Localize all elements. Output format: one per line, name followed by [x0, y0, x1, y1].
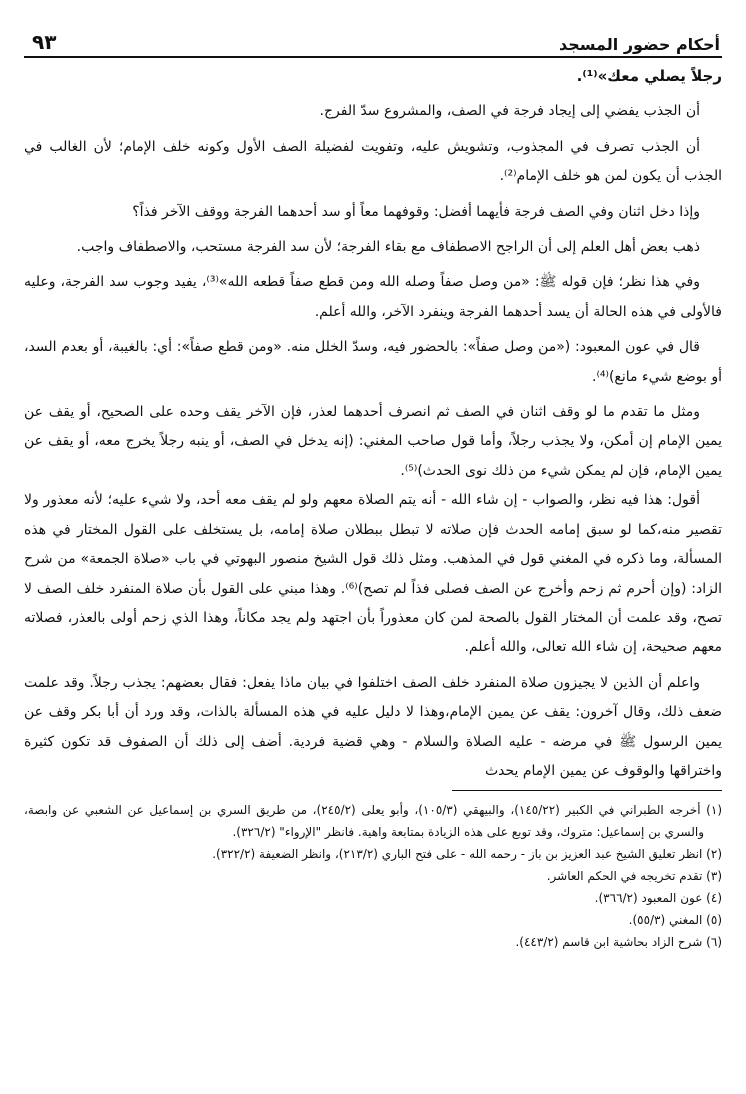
footnote-4: (٤) عون المعبود (٣٦٦/٢). [594, 891, 722, 906]
running-title: أحكام حضور المسجد [558, 35, 720, 54]
paragraph-9: أقول: هذا فيه نظر، والصواب - إن شاء الله - أنه يتم الصلاة معهم ولو لم يقف معه أحد، ولا شيء عليه؛ لأنه معذور ولا تقصير منه،كما لو سبق إمامه الحدث فإن صلاته لا تبطل ببطلان صلاة إمامه، بل يستخلف على القول المختار في هذه المسألة، وما ذكره في المغني قول في المذهب. ومثل ذلك قول الشيخ منصور البهوتي في باب «صلاة الجمعة» من شرح الزاد: (وإن أحرم ثم زحم وأخرج عن الصف فصلى فذاً لم تصح)⁽⁶⁾. وهذا مبني على القول بأن صلاة المنفرد خلف الصف لا تصح، وقد علمت أن المختار القول بالصحة لمن كان معذوراً بأن اجتهد ولم يجد مكاناً، وهذا الذي زحم أولى بالعذر، فصلاته معهم صحيحة، إن شاء الله تعالى، والله أعلم. [24, 492, 722, 656]
paragraph-1: رجلاً يصلي معك»⁽¹⁾. [576, 67, 722, 85]
paragraph-3: أن الجذب تصرف في المجذوب، وتشويش عليه، وتفويت لفضيلة الصف الأول وكونه خلف الإمام؛ لأن الغالب في الجذب أن يكون لمن هو خلف الإمام⁽²⁾. [24, 138, 722, 185]
paragraph-4: وإذا دخل اثنان وفي الصف فرجة فأيهما أفضل: وقوفهما معاً أو سد أحدهما الفرجة ووقف الآخر فذاً؟ [132, 203, 700, 220]
footnote-6: (٦) شرح الزاد بحاشية ابن قاسم (٤٤٣/٢). [515, 935, 722, 950]
paragraph-6: وفي هذا نظر؛ فإن قوله ﷺ: «من وصل صفاً وصله الله ومن قطع صفاً قطعه الله»⁽³⁾، يفيد وجوب سد الفرجة، وعليه فالأولى في هذه الحالة أن يسد أحدهما الفرجة وينفرد الآخر، والله أعلم. [24, 274, 722, 320]
footnote-2: (٢) انظر تعليق الشيخ عبد العزيز بن باز - رحمه الله - على فتح الباري (٢١٣/٢)، وانظر الضعيفة (٣٢٢/٢). [212, 847, 722, 862]
paragraph-10: واعلم أن الذين لا يجيزون صلاة المنفرد خلف الصف اختلفوا في بيان ماذا يفعل: فقال بعضهم: يجذب رجلاً. وقد علمت ضعف ذلك، وقال آخرون: يقف عن يمين الإمام،وهذا لا دليل عليه في هذه المسألة بالذات، وقد ورد أن أبا بكر وقف عن يمين الرسول ﷺ في مرضه - عليه الصلاة والسلام - وهي قضية فردية. أضف إلى ذلك أن الصفوف قد تكون كثيرة واختراقها والوقوف عن يمين الإمام يحدث [24, 674, 722, 779]
footnote-divider [452, 790, 722, 791]
page-number: ٩٣ [32, 30, 57, 54]
main-text [24, 62, 722, 786]
footnote-3: (٣) تقدم تخريجه في الحكم العاشر. [546, 869, 722, 884]
footnote-5: (٥) المغني (٥٥/٣). [628, 913, 722, 928]
footnotes [24, 799, 722, 953]
paragraph-7: قال في عون المعبود: («من وصل صفاً»: بالحضور فيه، وسدّ الخلل منه. «ومن قطع صفاً»: أي: بالغيبة، أو بعدم السد، أو بوضع شيء مانع)⁽⁴⁾. [24, 339, 722, 385]
footnote-1: (١) أخرجه الطبراني في الكبير (١٤٥/٢٢)، والبيهقي (١٠٥/٣)، وأبو يعلى (٢٤٥/٢)، من طريق السري بن إسماعيل عن الشعبي عن وابصة، والسري بن إسماعيل: متروك، وقد توبع على هذه الزيادة بمتابعة واهية. فانظر "الإرواء" (٣٢٦/٢). [24, 803, 722, 840]
page-header [24, 30, 722, 58]
paragraph-5: ذهب بعض أهل العلم إلى أن الراجح الاصطفاف مع بقاء الفرجة؛ لأن سد الفرجة مستحب، والاصطفاف واجب. [76, 239, 700, 256]
paragraph-2: أن الجذب يفضي إلى إيجاد فرجة في الصف، والمشروع سدّ الفرج. [319, 103, 700, 120]
paragraph-8: ومثل ما تقدم ما لو وقف اثنان في الصف ثم انصرف أحدهما لعذر، فإن الآخر يقف وحده على الصحيح، أو يقف عن يمين الإمام إن أمكن، ولا يجذب رجلاً، وأما قول صاحب المغني: (إنه يدخل في الصف، أو ينبه رجلاً يخرج معه، أو يقف عن يمين الإمام، فإن لم يمكن شيء من ذلك نوى الحدث)⁽⁵⁾. [24, 404, 722, 479]
